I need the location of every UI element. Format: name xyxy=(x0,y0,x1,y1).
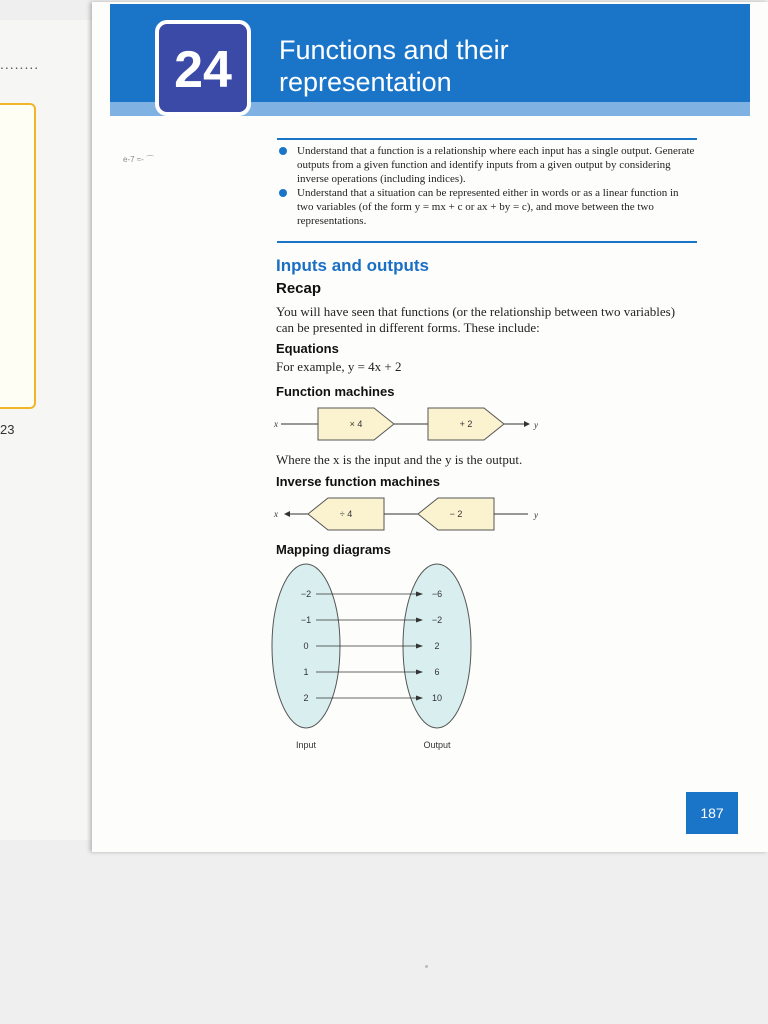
book-page xyxy=(92,2,768,852)
function-machine-diagram xyxy=(272,402,552,446)
page-number: 187 xyxy=(686,792,738,834)
recap-heading: Recap xyxy=(276,280,322,297)
chapter-number-badge: 24 xyxy=(155,20,251,116)
bullet-icon xyxy=(279,189,287,197)
left-page-number: 23 xyxy=(0,422,15,437)
input-label: Input xyxy=(295,740,317,750)
arrow-right-icon xyxy=(524,421,530,427)
fm-op1-label: × 4 xyxy=(349,419,363,429)
output-value: −2 xyxy=(431,615,443,625)
function-machines-heading: Function machines xyxy=(276,384,395,399)
fm-input-label: x xyxy=(274,419,278,429)
scan-speck xyxy=(425,965,428,968)
input-value: −1 xyxy=(300,615,312,625)
input-value: −2 xyxy=(300,589,312,599)
margin-scribble: e-7 ≈- ⌒ xyxy=(123,155,155,164)
inverse-machine-diagram xyxy=(272,492,552,536)
arrow-left-icon xyxy=(284,511,290,517)
im-input-label: x xyxy=(274,509,278,519)
left-page xyxy=(0,20,95,840)
chapter-title-line2: representation xyxy=(279,67,452,97)
bullet-icon xyxy=(279,147,287,155)
left-page-box xyxy=(0,103,36,409)
fm-output-label: y xyxy=(534,420,538,430)
objective-text: Understand that a function is a relationship where each input has a single output. Generate outputs from a given function and identify inputs from a given output by considering inverse operations (including indices). xyxy=(297,145,695,185)
im-op2-label: − 2 xyxy=(449,509,463,519)
input-value: 0 xyxy=(303,641,309,651)
objective-item xyxy=(277,144,697,186)
im-output-label: y xyxy=(534,510,538,520)
left-page-dots: ........ xyxy=(0,56,40,72)
im-op1-label: ÷ 4 xyxy=(339,509,353,519)
input-value: 2 xyxy=(303,693,309,703)
output-value: 2 xyxy=(434,641,440,651)
section-heading: Inputs and outputs xyxy=(276,256,429,275)
input-value: 1 xyxy=(303,667,309,677)
equations-example: For example, y = 4x + 2 xyxy=(276,359,402,374)
chapter-title xyxy=(279,34,719,98)
objective-text: Understand that a situation can be represented either in words or as a linear function in two variables (of the form y = mx + c or ax + by = c), and move between the two representations. xyxy=(297,187,679,227)
mapping-diagram xyxy=(262,562,492,762)
equations-heading: Equations xyxy=(276,341,339,356)
chapter-title-line1: Functions and their xyxy=(279,35,509,65)
inverse-machines-heading: Inverse function machines xyxy=(276,474,440,489)
output-label: Output xyxy=(423,740,451,750)
mapping-heading: Mapping diagrams xyxy=(276,542,391,557)
output-value: 10 xyxy=(431,693,443,703)
output-value: −6 xyxy=(431,589,443,599)
recap-text: You will have seen that functions (or the relationship between two variables) can be presented in different forms. These include: xyxy=(276,304,676,335)
where-text: Where the x is the input and the y is the output. xyxy=(276,452,523,467)
objectives-list xyxy=(277,144,697,228)
objectives-top-rule xyxy=(277,138,697,140)
fm-op2-label: + 2 xyxy=(459,419,473,429)
objective-item xyxy=(277,186,697,228)
objectives-bottom-rule xyxy=(277,241,697,243)
output-value: 6 xyxy=(434,667,440,677)
